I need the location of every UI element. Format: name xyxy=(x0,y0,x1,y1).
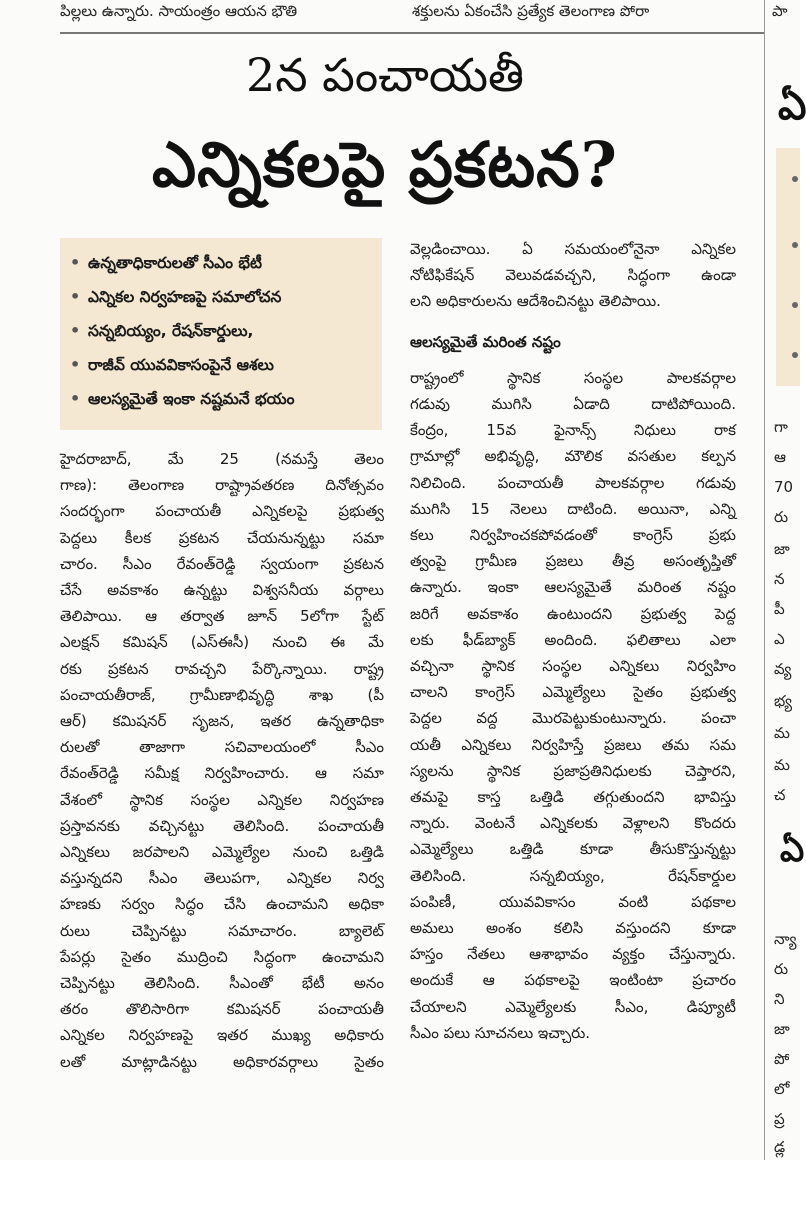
text-line: చెప్పినట్టు తెలిసింది. సీఎంతో భేటీ అనం xyxy=(60,974,384,993)
text-line: అందుకే ఆ పథకాలపై ఇంటింటా ప్రచారం xyxy=(410,971,736,990)
text-line: పెద్దల వద్ద మొరపెట్టుకుంటున్నారు. పంచా xyxy=(410,709,736,728)
text-line: స్యలను స్థానిక ప్రజాప్రతినిధులకు చెప్తారని, xyxy=(410,761,736,780)
text-line: చేయాలని ఎమ్మెల్యేలకు సీఎం, డిప్యూటీ xyxy=(410,997,736,1016)
headline-line-1: 2న పంచాయతీ xyxy=(245,48,525,102)
text-line: చాలని కాంగ్రెస్ ఎమ్మెల్యేలు సైతం ప్రభుత్వ xyxy=(410,683,736,702)
text-fragment: మ xyxy=(774,724,790,742)
article-column-1 xyxy=(60,446,384,1075)
text-line: లకు ఫీడ్‌బ్యాక్ అందింది. ఫలితాలు ఎలా xyxy=(410,630,736,649)
text-fragment: లో xyxy=(774,1080,790,1098)
text-line: హణకు సర్వం సిద్ధం చేసి ఉంచామని అధికా xyxy=(60,895,384,914)
text-fragment: భ్య xyxy=(774,692,792,710)
text-line: న్నారు. వెంటనే ఎన్నికలకు వెళ్లాలని కొందరు xyxy=(410,814,736,833)
text-line: చారం. సీఎం రేవంత్‌రెడ్డి స్వయంగా ప్రకటన xyxy=(60,554,384,573)
text-line: తరం తొలిసారిగా కమిషనర్ పంచాయతీ xyxy=(60,1000,384,1019)
text-fragment: పో xyxy=(774,1050,790,1068)
bullet-dot xyxy=(792,242,798,248)
next-article-subheading-fragment: ఏ xyxy=(780,830,805,870)
headline-line-2: ఎన్నికలపై ప్రకటన? xyxy=(152,128,618,201)
text-fragment: ని xyxy=(774,990,785,1008)
text-line: రులతో తాజాగా సచివాలయంలో సీఎం xyxy=(60,738,384,757)
bullet-dot xyxy=(792,352,798,358)
text-fragment: 70 xyxy=(774,478,794,496)
text-fragment: జా xyxy=(774,540,790,558)
text-fragment: జా xyxy=(774,1020,790,1038)
article-column-2 xyxy=(410,236,736,1046)
text-fragment: గా xyxy=(774,418,788,436)
subheading: ఆలస్యమైతే మరింత నష్టం xyxy=(410,332,561,351)
highlight-item: • ఆలస్యమైతే ఇంకా నష్టమనే భయం xyxy=(70,382,376,416)
text-line: రకు ప్రకటన రావచ్చని పేర్కొన్నాయి. రాష్ట్ర xyxy=(60,659,384,678)
text-line: తెలిపాయి. ఆ తర్వాత జూన్ 5లోగా స్టేట్ xyxy=(60,607,384,626)
bullet-dot xyxy=(792,302,798,308)
text-line: వస్తున్నదని సీఎం తెలుపగా, ఎన్నికల నిర్వ xyxy=(60,869,384,888)
text-line: ఉన్నారు. ఇంకా ఆలస్యమైతే మరింత నష్టం xyxy=(410,578,736,597)
text-line: రేవంత్‌రెడ్డి సమీక్ష నిర్వహించారు. ఆ సమా xyxy=(60,764,384,783)
text-line: లతో మాట్లాడినట్టు అధికారవర్గాలు సైతం xyxy=(60,1052,384,1071)
text-line: రులు చెప్పినట్టు సమాచారం. బ్యాలెట్ xyxy=(60,921,384,940)
text-line: తమపై కాస్త ఒత్తిడి తగ్గుతుందని భావిస్తు xyxy=(410,788,736,807)
text-line: ఎమ్మెల్యేలు ఒత్తిడి కూడా తీసుకొస్తున్నట్టు xyxy=(410,840,736,859)
column-2-body xyxy=(410,365,736,1046)
top-strip-right-text: పా xyxy=(772,2,788,20)
text-line: అమలు అంశం కలిసి వస్తుందని కూడా xyxy=(410,919,736,938)
column-2-continuation xyxy=(410,236,736,315)
text-fragment: రు xyxy=(774,508,789,526)
text-line: యతీ ఎన్నికలు నిర్వహిస్తే ప్రజలు తమ సమ xyxy=(410,735,736,754)
text-fragment: న xyxy=(774,570,785,588)
previous-article-strip xyxy=(0,0,800,30)
text-line: కలు నిర్వహించకపోవడంతో కాంగ్రెస్ ప్రభు xyxy=(410,526,736,545)
text-line: పెద్దలు కీలక ప్రకటన చేయనున్నట్టు సమా xyxy=(60,528,384,547)
text-line: గ్రామాల్లో అభివృద్ధి, మౌలిక వసతుల కల్పన xyxy=(410,447,736,466)
text-line: ప్రస్తావనకు వచ్చినట్టు తెలిసింది. పంచాయతీ xyxy=(60,816,384,835)
text-line: లని అధికారులను ఆదేశించినట్టు తెలిపాయి. xyxy=(410,292,661,311)
text-line: గడువు ముగిసి ఏడాది దాటిపోయింది. xyxy=(410,395,736,414)
text-line: పేపర్లు సైతం ముద్రించి సిద్ధంగా ఉంచామని xyxy=(60,947,384,966)
next-article-highlights-box xyxy=(776,148,800,386)
text-fragment: డ్ల xyxy=(774,1138,786,1156)
text-fragment: చ xyxy=(774,786,786,804)
bullet-dot xyxy=(792,176,798,182)
text-fragment: పీ xyxy=(774,600,785,618)
top-divider xyxy=(60,32,765,34)
text-line: సీఎం పలు సూచనలు ఇచ్చారు. xyxy=(410,1023,591,1042)
text-line: గాణ): తెలంగాణ రాష్ట్రావతరణ దినోత్సవం xyxy=(60,476,384,495)
text-fragment: ప్ర xyxy=(774,1110,785,1128)
text-line: పంపిణీ, యువవికాసం వంటి పథకాల xyxy=(410,892,736,911)
next-article-headline-fragment: ఏ xyxy=(778,82,806,129)
highlight-item: • ఎన్నికల నిర్వహణపై సమాలోచన xyxy=(70,280,376,314)
text-fragment: ఎ xyxy=(774,630,785,648)
text-line: ఆర్) కమిషనర్ సృజన, ఇతర ఉన్నతాధికా xyxy=(60,712,384,731)
text-fragment: వ్య xyxy=(774,660,792,678)
text-line: ఎన్నికల నిర్వహణపై ఇతర ముఖ్య అధికారు xyxy=(60,1026,384,1045)
text-line: నిలిచింది. పంచాయతీ పాలకవర్గాల గడువు xyxy=(410,473,736,492)
text-fragment: న్యా xyxy=(774,930,797,948)
text-fragment: రు xyxy=(774,960,789,978)
text-line: ఎన్నికలు జరపాలని ఎమ్మెల్యేల నుంచి ఒత్తిడి xyxy=(60,843,384,862)
text-line: కేంద్రం, 15వ ఫైనాన్స్ నిధులు రాక xyxy=(410,421,736,440)
text-line: సందర్భంగా పంచాయతీ ఎన్నికలపై ప్రభుత్వ xyxy=(60,502,384,521)
highlight-item: • సన్నబియ్యం, రేషన్‌కార్డులు, xyxy=(70,314,376,348)
highlights-list xyxy=(60,238,382,416)
highlight-item: • ఉన్నతాధికారులతో సీఎం భేటీ xyxy=(70,246,376,280)
text-line: పంచాయతీరాజ్, గ్రామీణాభివృద్ధి శాఖ (పీ xyxy=(60,685,384,704)
text-line: ముగిసి 15 నెలలు దాటింది. అయినా, ఎన్ని xyxy=(410,499,736,518)
top-strip-left-text: పిల్లలు ఉన్నారు. సాయంత్రం ఆయన భౌతి xyxy=(60,2,298,20)
text-line: రాష్ట్రంలో స్థానిక సంస్థల పాలకవర్గాల xyxy=(410,368,736,387)
text-line: వేశంలో స్థానిక సంస్థల ఎన్నికల నిర్వహణ xyxy=(60,790,384,809)
text-line: నోటిఫికేషన్ వెలువడవచ్చని, సిద్ధంగా ఉండా xyxy=(410,266,736,285)
text-line: త్వంపై గ్రామీణ ప్రజలు తీవ్ర అసంతృప్తితో xyxy=(410,552,736,571)
text-line: తెలిసింది. సన్నబియ్యం, రేషన్‌కార్డుల xyxy=(410,866,736,885)
text-line: హస్తం నేతలు ఆశాభావం వ్యక్తం చేస్తున్నారు. xyxy=(410,945,736,964)
text-line: ఎలక్షన్ కమిషన్ (ఎస్ఈసీ) నుంచి ఈ మే xyxy=(60,633,384,652)
text-line: హైదరాబాద్, మే 25 (నమస్తే తెలం xyxy=(60,450,384,468)
highlights-box xyxy=(60,238,382,430)
text-fragment: మ xyxy=(774,756,790,774)
text-line: వచ్చినా స్థానిక సంస్థల ఎన్నికలు నిర్వహిం xyxy=(410,657,736,676)
text-line: చేసే అవకాశం ఉన్నట్టు విశ్వసనీయ వర్గాలు xyxy=(60,581,384,600)
text-line: వెల్లడించాయి. ఏ సమయంలోనైనా ఎన్నికల xyxy=(410,240,736,258)
text-fragment: ఆ xyxy=(774,448,786,466)
highlight-item: • రాజీవ్ యువవికాసంపైనే ఆశలు xyxy=(70,348,376,382)
text-line: జరిగే అవకాశం ఉంటుందని ప్రభుత్వ పెద్ద xyxy=(410,604,736,623)
top-strip-middle-text: శక్తులను ఏకంచేసి ప్రత్యేక తెలంగాణ పోరా xyxy=(412,2,650,20)
